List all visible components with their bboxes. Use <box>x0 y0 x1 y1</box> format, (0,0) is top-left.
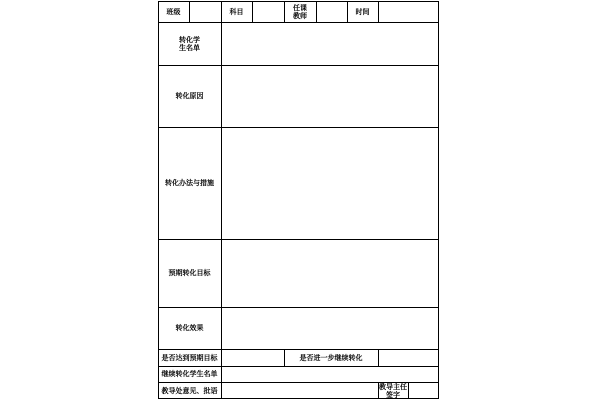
measures-field[interactable] <box>222 128 438 239</box>
director-sign-field[interactable] <box>409 383 438 398</box>
subject-field[interactable] <box>253 2 283 22</box>
goal-reached-label: 是否达到预期目标 <box>161 353 218 362</box>
office-opinion-field[interactable] <box>222 383 377 398</box>
effect-label: 转化效果 <box>175 324 204 332</box>
continue-list-field[interactable] <box>222 367 438 382</box>
goal-label: 预期转化目标 <box>168 269 211 277</box>
measures-label: 转化办法与措施 <box>165 179 214 187</box>
class-label: 班级 <box>166 7 181 16</box>
class-field[interactable] <box>190 2 220 22</box>
director-sign-label: 教导主任 签字 <box>379 382 407 399</box>
further-transform-label: 是否进一步继续转化 <box>299 353 363 362</box>
goal-reached-field[interactable] <box>222 350 283 366</box>
continue-list-label: 继续转化学生名单 <box>161 370 218 378</box>
further-transform-field[interactable] <box>379 350 438 366</box>
office-opinion-label: 教导处意见、批语 <box>161 386 218 395</box>
reason-field[interactable] <box>222 66 438 127</box>
time-field[interactable] <box>379 2 438 22</box>
goal-field[interactable] <box>222 240 438 307</box>
time-label: 时间 <box>355 7 370 16</box>
subject-label: 科目 <box>229 7 244 16</box>
student-list-field[interactable] <box>222 23 438 65</box>
teacher-field[interactable] <box>317 2 346 22</box>
teacher-label: 任课 教师 <box>293 3 307 20</box>
transformation-record-form <box>158 1 440 399</box>
effect-field[interactable] <box>222 308 438 349</box>
student-list-label: 转化学 生名单 <box>179 35 200 52</box>
reason-label: 转化原因 <box>175 92 204 100</box>
